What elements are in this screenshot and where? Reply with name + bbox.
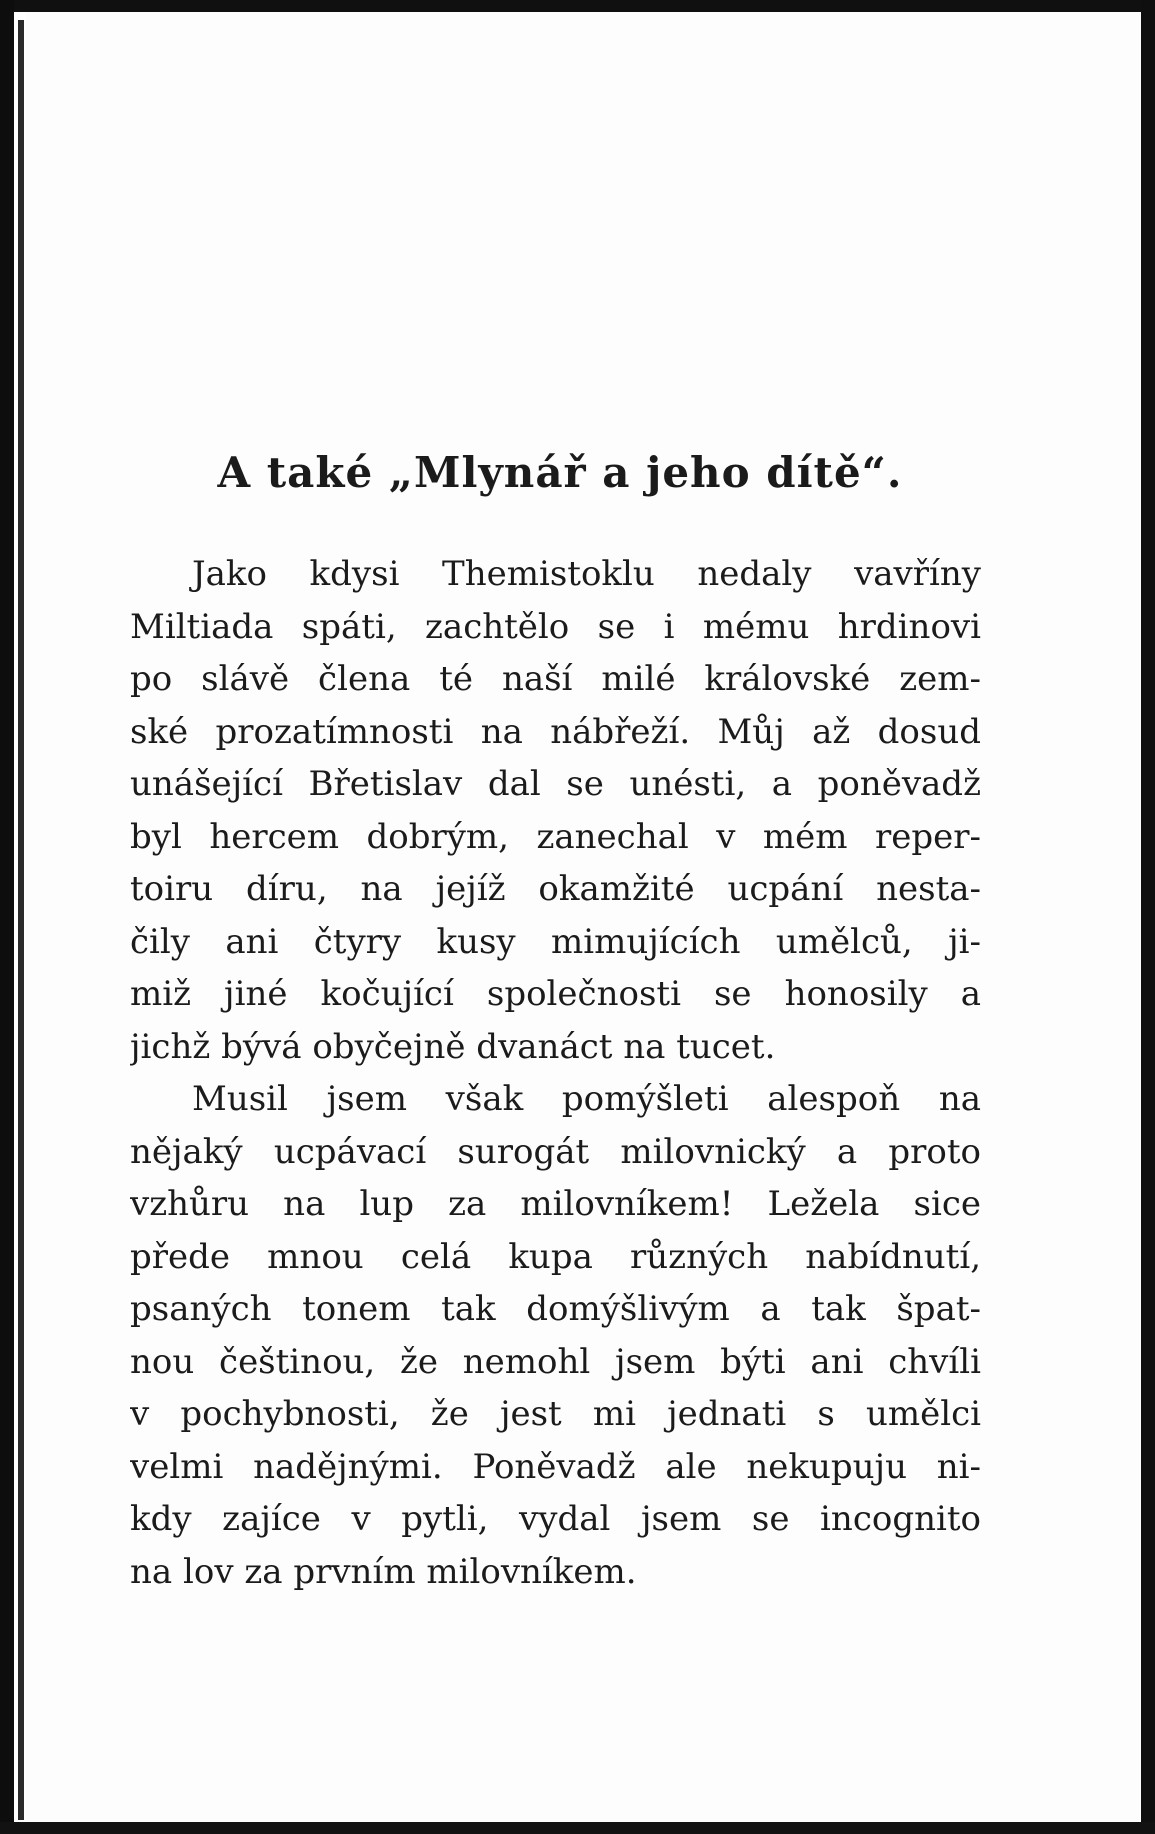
text-line: čily ani čtyry kusy mimujících umělců, ji-	[130, 921, 981, 962]
text-line: toiru díru, na jejíž okamžité ucpání nesta-	[130, 869, 981, 909]
text-line: Jako kdysi Themistoklu nedaly vavříny	[192, 554, 981, 594]
body-text	[130, 548, 981, 1598]
scan-border-bottom	[0, 1822, 1155, 1834]
text-line: jichž bývá obyčejně dvanáct na tucet.	[130, 1026, 776, 1067]
text-line: nou češtinou, že nemohl jsem býti ani chvíli	[130, 1341, 981, 1382]
text-line: kdy zajíce v pytli, vydal jsem se incognito	[130, 1499, 981, 1539]
text-line: unášející Břetislav dal se unésti, a poněvadž	[130, 764, 981, 804]
text-line: miž jiné kočující společnosti se honosily a	[130, 974, 981, 1014]
scan-border-top	[0, 0, 1155, 12]
text-line: po slávě člena té naší milé královské zem-	[130, 659, 981, 699]
scan-border-left	[0, 0, 14, 1834]
text-line: Miltiada spáti, zachtělo se i mému hrdinovi	[130, 606, 981, 647]
text-line: byl hercem dobrým, zanechal v mém reper-	[130, 816, 981, 857]
chapter-heading: A také „Mlynář a jeho dítě“.	[217, 448, 903, 497]
text-line: nějaký ucpávací surogát milovnický a proto	[130, 1131, 981, 1172]
text-line: na lov za prvním milovníkem.	[130, 1551, 637, 1592]
text-line: velmi nadějnými. Poněvadž ale nekupuju ni-	[130, 1446, 981, 1487]
text-line: Musil jsem však pomýšleti alespoň na	[192, 1079, 981, 1119]
text-line: v pochybnosti, že jest mi jednati s umělci	[130, 1394, 981, 1434]
text-line: psaných tonem tak domýšlivým a tak špat-	[130, 1289, 981, 1329]
scan-border-right	[1141, 0, 1155, 1834]
text-line: přede mnou celá kupa různých nabídnutí,	[130, 1236, 981, 1277]
text-line: vzhůru na lup za milovníkem! Ležela sice	[130, 1184, 981, 1224]
text-line: ské prozatímnosti na nábřeží. Můj až dosud	[130, 711, 981, 752]
page-gutter-line	[18, 20, 24, 1820]
